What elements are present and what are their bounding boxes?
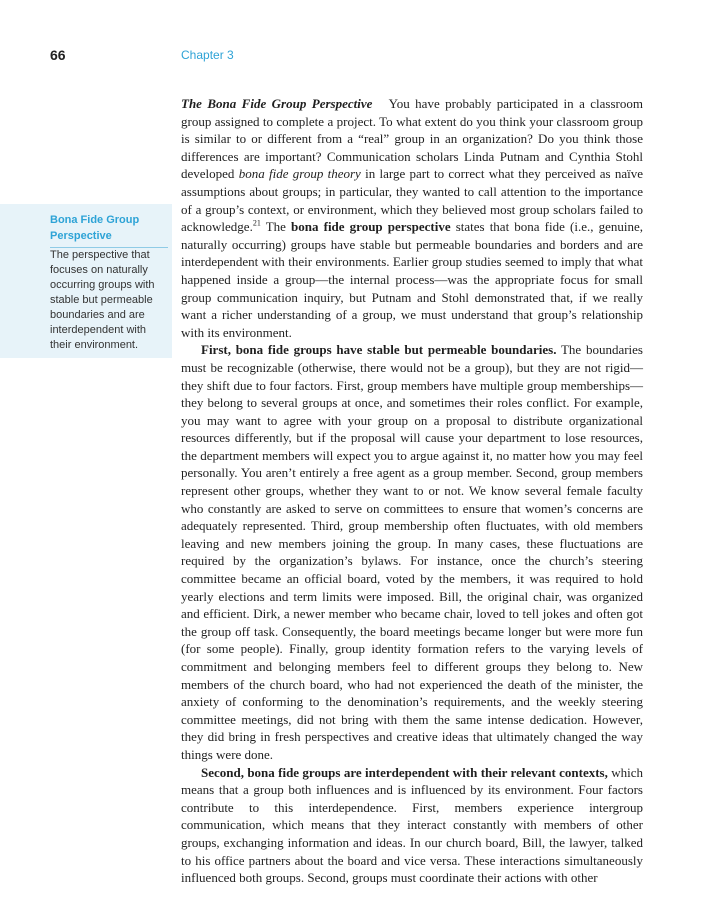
footnote-ref: 21 [252,218,261,228]
paragraph-3-text: which means that a group both influences and is influenced by its environment. Four factors contribute to this interdependence. First, members experience intergroup communication, which means that they interact constantly with members of other groups, exchanging information and ideas. In our church board, Bill, the lawyer, talked to his office partners about the board and vice versa. These interactions simultaneously influenced both groups. Second, groups must coordinate their actions with other [181,764,643,886]
paragraph-1 [181,95,643,341]
key-term: bona fide group perspective [291,219,451,235]
paragraph-1-text-c: The [260,219,292,235]
paragraph-2-lead: First, bona fide groups have stable but permeable boundaries. [201,342,557,358]
sidebar-term: Bona Fide Group Perspective [50,212,168,248]
paragraph-2 [181,341,643,763]
chapter-label: Chapter 3 [181,48,234,62]
paragraph-1-text-d: states that bona fide (i.e., genuine, naturally occurring) groups have stable but permeable boundaries and borders and are interdependent with their environments. Earlier group studies seemed to imply that what happened inside a group—the internal process—was the appropriate focus for small group communication inquiry, but Putnam and Stohl demonstrated that, if we really want a richer understanding of a group, we must understand that group’s relationship with its environment. [181,219,643,340]
section-heading: The Bona Fide Group Perspective [181,96,373,111]
sidebar-definition: The perspective that focuses on naturally occurring groups with stable but permeable boundaries and are interdependent with their environment. [50,249,155,351]
paragraph-1-text-a: You have probably participated in a classroom group assigned to complete a project. To what extent do you think your classroom group is similar to or different from a “real” group in an organization? Do you think those differences are important? Communication scholars Linda Putnam and Cynthia Stohl developed [181,96,643,182]
paragraph-1-text-b: in large part to correct what they perceived as naïve assumptions about groups; in particular, they wanted to call attention to the importance of a group’s context, or environment, which they believed most group scholars failed to acknowledge. [181,166,644,235]
paragraph-2-text: The boundaries must be recognizable (otherwise, there would not be a group), but they are not rigid—they shift due to four factors. First, group members have multiple group memberships—they belong to several groups at once, and sometimes their roles conflict. For example, you may want to agree with your group on a proposal to distribute organizational resources differently, but if the proposal will cause your department to lose resources, the department members will expect you to argue against it, no matter how you may feel personally. You aren’t entirely a free agent as a group member. Second, group members represent other groups, whether they want to or not. We know several female faculty who constantly are asked to serve on committees to ensure that women’s concerns are adequately represented. Third, group membership often fluctuates, with old members leaving and new members joining the group. In many cases, these fluctuations are required by the organization’s bylaws. For instance, once the church’s steering committee became an official board, voted by the members, it was required to hold yearly elections and term limits were imposed. Bill, the original chair, was organized and efficient. Dirk, a newer member who became chair, loved to tell jokes and often got the group off task. Consequently, the board meetings became longer but were more fun (for some people). Finally, group identity formation refers to the varying levels of commitment and belonging members feel to different groups they belong to. New members of the church board, who had not experienced the death of the minister, the anxiety of conforming to the denomination’s requirements, and the weekly steering committee meetings, did not bring with them the same intense dedication. However, they did bring in fresh perspectives and creative ideas that ultimately changed the way things were done. [181,342,643,762]
paragraph-3 [181,764,643,887]
paragraph-3-lead: Second, bona fide groups are interdependent with their relevant contexts, [201,764,608,780]
body-text [181,95,643,887]
page-number: 66 [50,47,66,63]
theory-name: bona fide group theory [238,166,361,182]
